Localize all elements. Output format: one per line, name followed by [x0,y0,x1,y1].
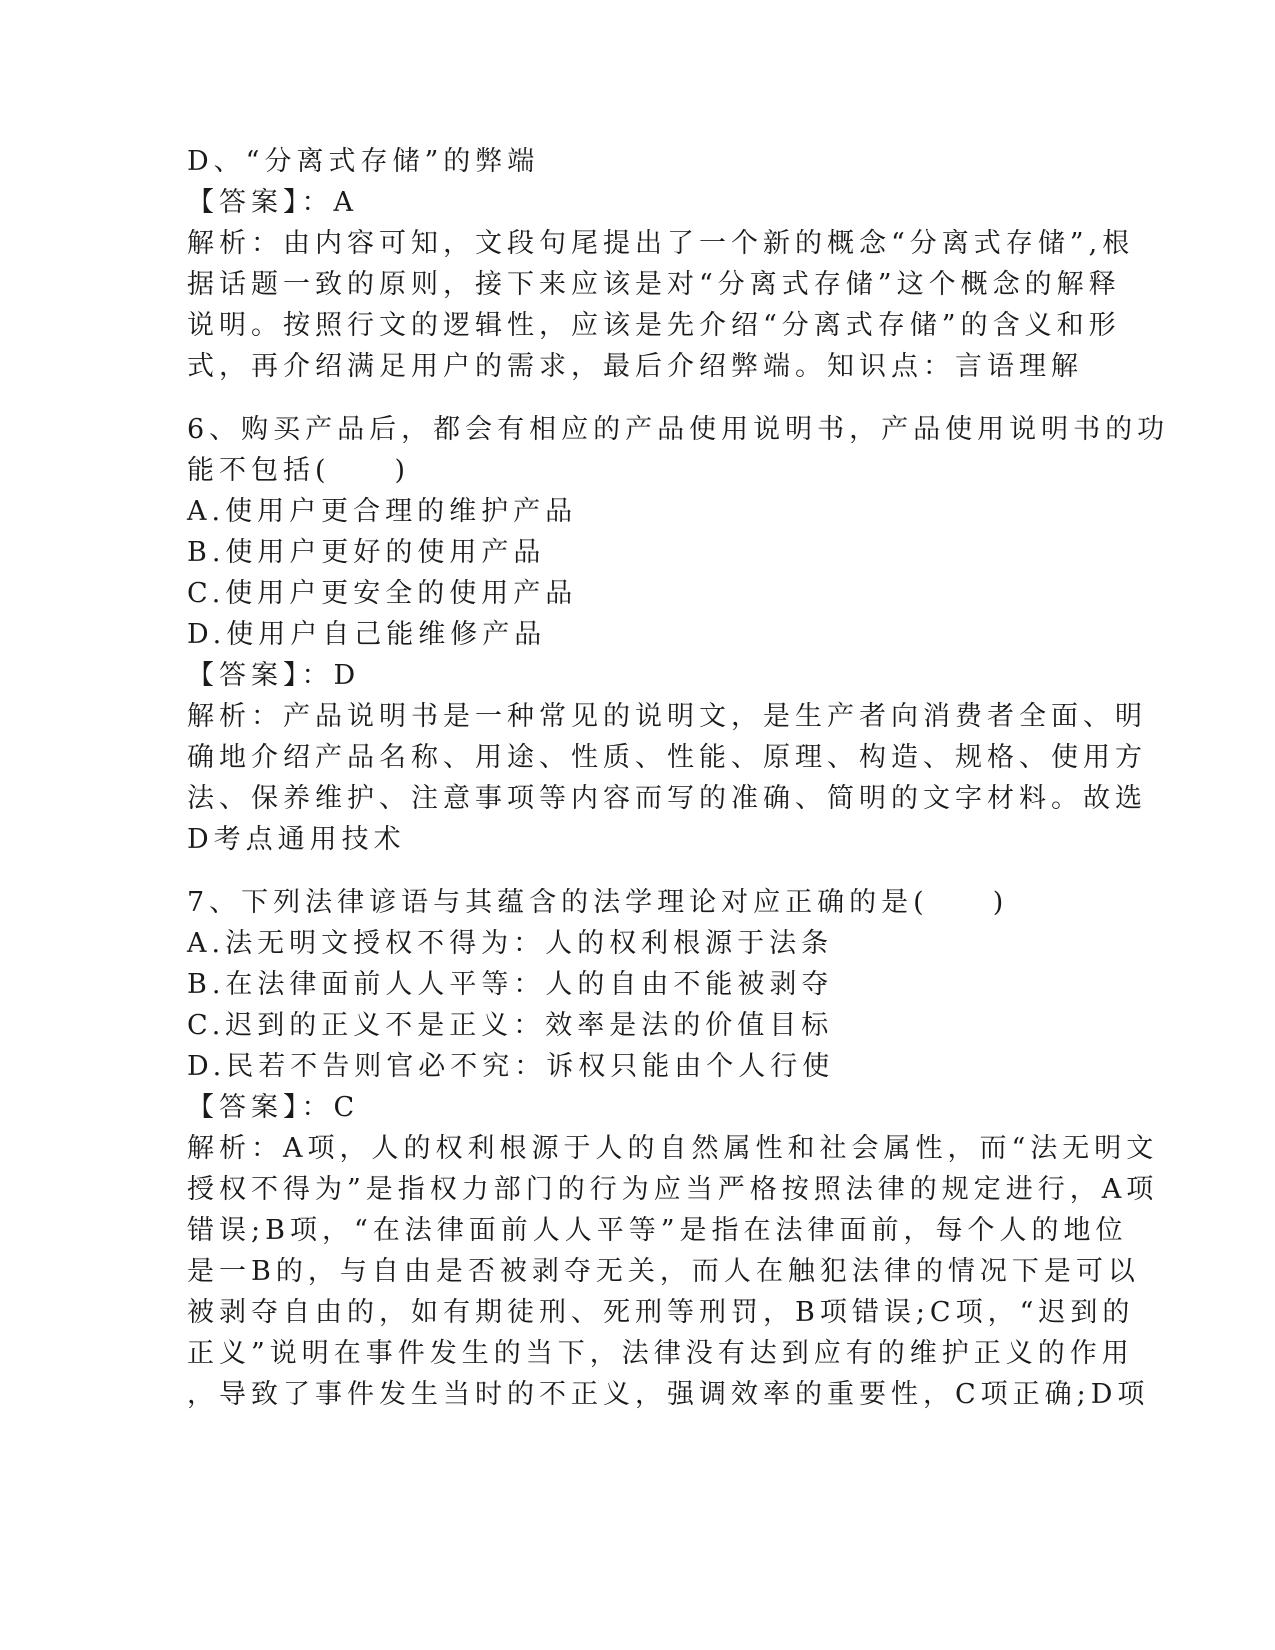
answer-line: 【答案】：C [187,1092,360,1123]
option-d-line: D.民若不告则官必不究：诉权只能由个人行使 [187,1051,835,1082]
analysis-line: 法、保养维护、注意事项等内容而写的准确、简明的文字材料。故选 [187,783,1147,814]
analysis-line: 授权不得为”是指权力部门的行为应当严格按照法律的规定进行，A项 [187,1174,1159,1205]
option-c-line: C.使用户更安全的使用产品 [187,578,578,609]
option-b-line: B.在法律面前人人平等：人的自由不能被剥夺 [187,969,834,1000]
analysis-line: 解析：产品说明书是一种常见的说明文，是生产者向消费者全面、明 [187,701,1147,732]
analysis-line: 被剥夺自由的，如有期徒刑、死刑等刑罚，B项错误;C项，“迟到的 [187,1297,1135,1328]
analysis-line: 式，再介绍满足用户的需求，最后介绍弊端。知识点：言语理解 [187,351,1083,382]
analysis-line: D考点通用技术 [187,824,406,855]
analysis-line: 正义”说明在事件发生的当下，法律没有达到应有的维护正义的作用 [187,1338,1134,1369]
question-6-line: 能不包括( ) [187,455,411,486]
option-a-line: A.使用户更合理的维护产品 [187,496,578,527]
option-b-line: B.使用户更好的使用产品 [187,537,546,568]
option-d-line: D、“分离式存储”的弊端 [187,146,540,177]
analysis-line: 错误;B项，“在法律面前人人平等”是指在法律面前，每个人的地位 [187,1215,1128,1246]
analysis-line: 确地介绍产品名称、用途、性质、性能、原理、构造、规格、使用方 [187,742,1147,773]
option-d-line: D.使用户自己能维修产品 [187,619,547,650]
option-a-line: A.法无明文授权不得为：人的权利根源于法条 [187,928,834,959]
analysis-line: 据话题一致的原则，接下来应该是对“分离式存储”这个概念的解释 [187,269,1121,300]
analysis-line: 是一B的，与自由是否被剥夺无关，而人在触犯法律的情况下是可以 [187,1256,1140,1287]
analysis-line: 解析：A项，人的权利根源于人的自然属性和社会属性，而“法无明文 [187,1133,1159,1164]
option-c-line: C.迟到的正义不是正义：效率是法的价值目标 [187,1010,834,1041]
answer-line: 【答案】：A [187,187,358,218]
answer-line: 【答案】：D [187,660,361,691]
analysis-line: 说明。按照行文的逻辑性，应该是先介绍“分离式存储”的含义和形 [187,310,1121,341]
question-6-line: 6、购买产品后，都会有相应的产品使用说明书，产品使用说明书的功 [187,414,1170,445]
analysis-line: 解析：由内容可知，文段句尾提出了一个新的概念“分离式存储”,根 [187,228,1135,259]
question-7-line: 7、下列法律谚语与其蕴含的法学理论对应正确的是( ) [187,887,1009,918]
analysis-line: ，导致了事件发生当时的不正义，强调效率的重要性，C项正确;D项 [187,1379,1150,1410]
